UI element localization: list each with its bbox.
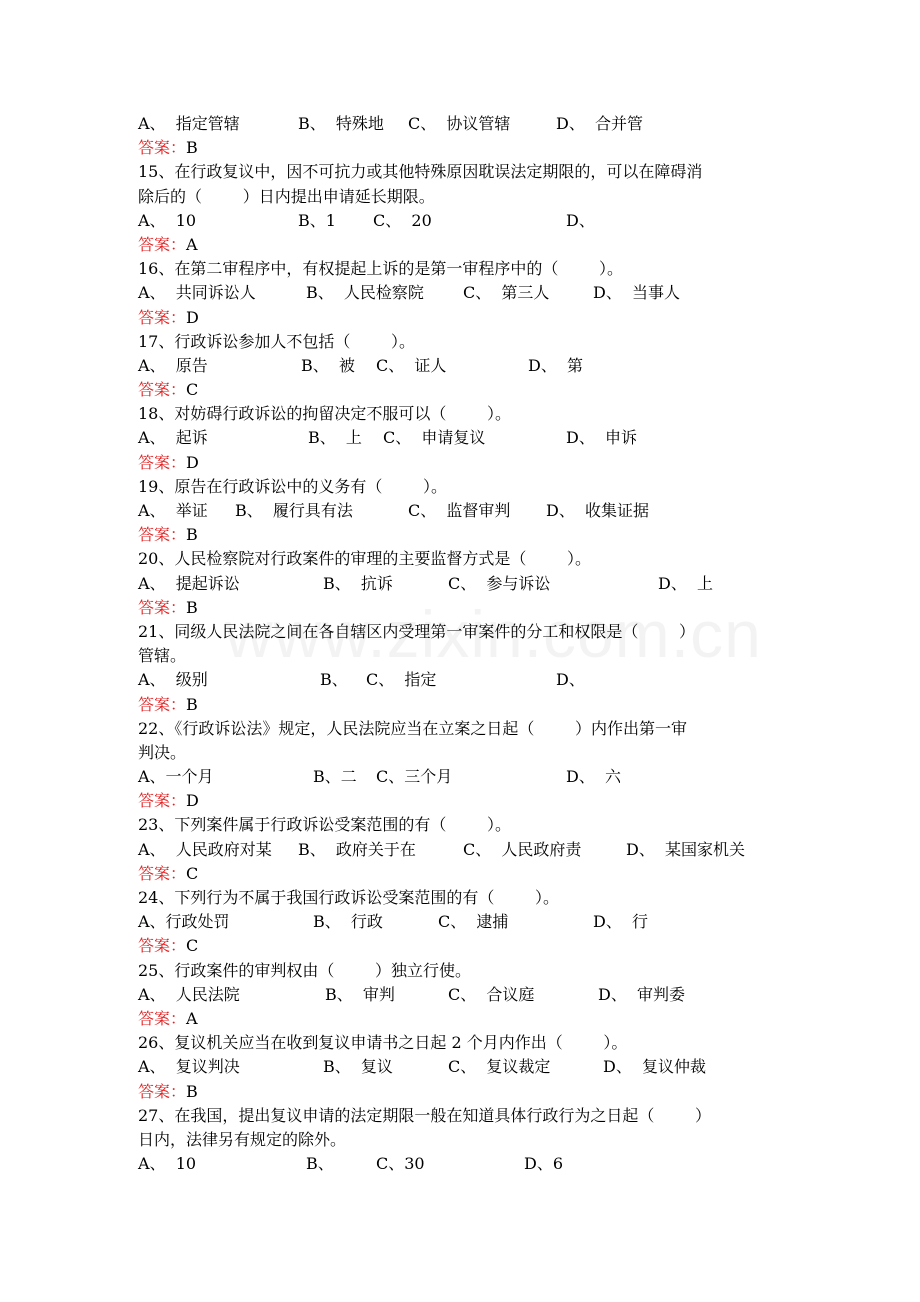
option-row (138, 209, 786, 233)
answer-value: B (186, 597, 198, 617)
answer-label: 答案： (138, 1081, 187, 1101)
answer-label: 答案： (138, 234, 187, 254)
question-stem: 27、在我国，提出复议申请的法定期限一般在知道具体行政行为之日起（ ） (138, 1105, 712, 1125)
answer-label: 答案： (138, 597, 187, 617)
option-d: D、6 (524, 1154, 564, 1174)
option-row (138, 1152, 786, 1176)
option-d: D、 第 (528, 355, 584, 375)
answer-label: 答案： (138, 307, 187, 327)
answer-line (138, 693, 786, 717)
option-c: C、 人民政府责 (463, 839, 582, 859)
answer-label: 答案： (138, 525, 187, 545)
answer-label: 答案： (138, 863, 187, 883)
option-d: D、 (556, 670, 585, 690)
option-d: D、 (566, 210, 595, 230)
option-a: A、 起诉 (138, 428, 208, 448)
answer-value: B (186, 138, 198, 158)
answer-line (138, 862, 786, 886)
answer-value: D (186, 791, 199, 811)
option-b: B、 复议 (323, 1057, 393, 1077)
question-item (138, 257, 786, 330)
option-a: A、行政处罚 (138, 912, 230, 932)
option-c: C、 参与诉讼 (448, 573, 551, 593)
question-item (138, 547, 786, 620)
question-item (138, 160, 786, 257)
answer-line (138, 596, 786, 620)
option-a: A、 指定管辖 (138, 114, 240, 133)
question-stem: 23、下列案件属于行政诉讼受案范围的有（ ）。 (138, 815, 512, 835)
question-item (138, 1031, 786, 1104)
option-a: A、 举证 (138, 501, 208, 520)
option-b: B、 上 (308, 428, 362, 448)
option-d: D、 合并管 (556, 114, 644, 133)
option-row (138, 838, 786, 862)
option-b: B、 行政 (313, 912, 383, 932)
option-d: D、 行 (593, 912, 649, 932)
option-c: C、 第三人 (463, 283, 550, 303)
answer-line (138, 1080, 786, 1104)
option-a: A、 10 (138, 210, 197, 230)
answer-line (138, 378, 786, 402)
question-stem: 15、在行政复议中，因不可抗力或其他特殊原因耽误法定期限的，可以在障碍消 (138, 162, 703, 182)
option-row (138, 983, 786, 1007)
option-a: A、 人民政府对某 (138, 839, 272, 859)
answer-value: A (186, 234, 198, 254)
question-item (138, 475, 786, 548)
question-stem-continued: 除后的（ ）日内提出申请延长期限。 (138, 186, 435, 206)
option-b: B、 抗诉 (323, 573, 393, 593)
option-d: D、 复议仲裁 (603, 1057, 707, 1077)
answer-value: B (186, 525, 198, 545)
option-d: D、 收集证据 (546, 501, 650, 520)
question-item (138, 402, 786, 475)
question-item (138, 959, 786, 1032)
answer-label: 答案： (138, 380, 187, 400)
answer-value: B (186, 1081, 198, 1101)
question-stem: 16、在第二审程序中，有权提起上诉的是第一审程序中的（ ）。 (138, 259, 624, 279)
option-c: C、三个月 (376, 767, 453, 787)
question-stem: 22、《行政诉讼法》规定，人民法院应当在立案之日起（ ）内作出第一审 (138, 718, 688, 738)
option-row (138, 499, 786, 523)
question-stem: 18、对妨碍行政诉讼的拘留决定不服可以（ ）。 (138, 404, 512, 424)
answer-value: C (186, 380, 199, 400)
option-c: C、 合议庭 (448, 984, 535, 1004)
option-a: A、 复议判决 (138, 1057, 240, 1077)
option-c: C、 协议管辖 (408, 114, 511, 133)
option-a: A、 人民法院 (138, 984, 240, 1004)
option-a: A、 级别 (138, 670, 208, 690)
option-a: A、 原告 (138, 355, 208, 375)
question-item (138, 620, 786, 717)
answer-value: C (186, 863, 199, 883)
option-row (138, 572, 786, 596)
answer-line (138, 789, 786, 813)
question-stem: 19、原告在行政诉讼中的义务有（ ）。 (138, 476, 448, 496)
answer-label: 答案： (138, 694, 187, 714)
option-a: A、 共同诉讼人 (138, 283, 256, 303)
option-b: B、1 (298, 210, 336, 230)
question-stem: 21、同级人民法院之间在各自辖区内受理第一审案件的分工和权限是（ ） (138, 621, 696, 641)
answer-line (138, 523, 786, 547)
answer-value: A (186, 1008, 198, 1028)
option-c: C、 20 (373, 210, 432, 230)
answer-label: 答案： (138, 138, 187, 158)
question-list (138, 112, 786, 1176)
answer-value: D (186, 452, 199, 472)
option-b: B、 (320, 670, 348, 690)
question-stem: 17、行政诉讼参加人不包括（ ）。 (138, 331, 416, 351)
option-b: B、 政府关于在 (298, 839, 416, 859)
option-row (138, 910, 786, 934)
answer-value: B (186, 694, 198, 714)
answer-label: 答案： (138, 791, 187, 811)
answer-label: 答案： (138, 936, 187, 956)
option-row (138, 281, 786, 305)
answer-label: 答案： (138, 452, 187, 472)
option-c: C、 申请复议 (383, 428, 486, 448)
question-item (138, 813, 786, 886)
question-item (138, 1104, 786, 1177)
option-c: C、 证人 (376, 355, 447, 375)
option-row (138, 765, 786, 789)
option-d: D、 申诉 (566, 428, 638, 448)
answer-line (138, 1007, 786, 1031)
option-d: D、 审判委 (598, 984, 686, 1004)
option-b: B、 履行具有法 (235, 501, 353, 520)
option-b: B、 人民检察院 (306, 283, 424, 303)
question-item (138, 717, 786, 814)
answer-line (138, 451, 786, 475)
option-c: C、 复议裁定 (448, 1057, 551, 1077)
answer-line (138, 233, 786, 257)
answer-value: D (186, 307, 199, 327)
option-row (138, 426, 786, 450)
question-stem: 20、人民检察院对行政案件的审理的主要监督方式是（ ）。 (138, 549, 592, 569)
question-stem: 26、复议机关应当在收到复议申请书之日起 2 个月内作出（ ）。 (138, 1033, 628, 1053)
question-item (138, 886, 786, 959)
answer-value: C (186, 936, 199, 956)
option-b: B、 (306, 1154, 334, 1174)
option-row (138, 354, 786, 378)
option-c: C、30 (376, 1154, 425, 1174)
question-stem-continued: 日内，法律另有规定的除外。 (138, 1129, 347, 1149)
question-item (138, 330, 786, 403)
option-d: D、 上 (658, 573, 714, 593)
option-row (138, 668, 786, 692)
option-c: C、 监督审判 (408, 501, 511, 520)
answer-line (138, 934, 786, 958)
question-stem: 25、行政案件的审判权由（ ）独立行使。 (138, 960, 472, 980)
option-row (138, 112, 786, 136)
option-d: D、 某国家机关 (626, 839, 746, 859)
question-stem-continued: 管辖。 (138, 646, 187, 666)
option-c: C、 逮捕 (438, 912, 509, 932)
question-stem: 24、下列行为不属于我国行政诉讼受案范围的有（ ）。 (138, 888, 560, 907)
option-a: A、 10 (138, 1154, 197, 1174)
answer-line (138, 306, 786, 330)
answer-line (138, 136, 786, 160)
question-stem-continued: 判决。 (138, 742, 187, 762)
option-d: D、 当事人 (593, 283, 681, 303)
option-row (138, 1055, 786, 1079)
option-b: B、 特殊地 (298, 114, 384, 133)
option-a: A、一个月 (138, 767, 214, 787)
option-d: D、 六 (566, 767, 622, 787)
option-b: B、 审判 (325, 984, 395, 1004)
option-a: A、 提起诉讼 (138, 573, 240, 593)
answer-label: 答案： (138, 1008, 187, 1028)
option-b: B、二 (313, 767, 357, 787)
option-b: B、 被 (301, 355, 355, 375)
option-c: C、 指定 (366, 670, 437, 690)
